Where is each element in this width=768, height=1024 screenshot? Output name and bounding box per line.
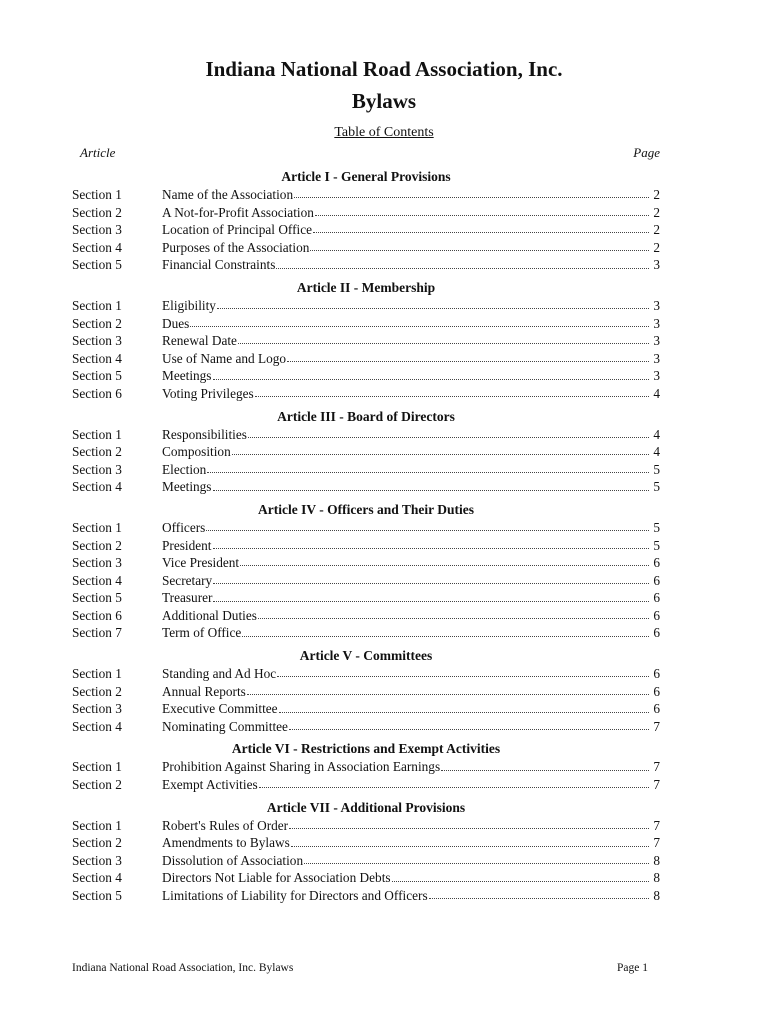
section-label: Section 3 [72,701,122,717]
section-label: Section 2 [72,315,122,331]
section-name: Use of Name and Logo [162,350,287,366]
section-name: Standing and Ad Hoc [162,666,277,682]
document-title: Indiana National Road Association, Inc. [205,57,563,81]
toc-entry [72,817,660,835]
dot-leader [240,553,649,566]
column-label-page: Page [633,145,660,160]
section-label: Section 3 [72,222,122,238]
article-heading: Article IV - Officers and Their Duties [258,501,474,517]
section-name: Renewal Date [162,333,237,349]
toc-entry [72,537,660,555]
toc-entry [72,239,660,257]
section-label: Section 2 [72,537,122,553]
page-number: 6 [653,701,660,717]
toc-entry [72,700,660,718]
section-name: Officers [162,519,206,535]
section-label: Section 2 [72,204,122,220]
page-number: 2 [653,239,660,255]
dot-leader [310,238,649,251]
section-name: Nominating Committee [162,718,288,734]
section-label: Section 4 [72,239,122,255]
section-label: Section 3 [72,333,122,349]
page-number: 6 [653,683,660,699]
section-name: Responsibilities [162,426,247,442]
toc-entry [72,443,660,461]
section-name: Financial Constraints [162,257,276,273]
dot-leader [213,478,650,491]
toc-entry [72,718,660,736]
section-name: Purposes of the Association [162,239,310,255]
dot-leader [247,682,649,695]
page-number: 2 [653,204,660,220]
page-number: 6 [653,607,660,623]
toc-entry [72,297,660,315]
toc-entry [72,776,660,794]
dot-leader [242,624,649,637]
article-heading: Article VI - Restrictions and Exempt Activities [231,741,501,757]
page-number: 7 [653,817,660,833]
document-subtitle: Bylaws [351,89,417,113]
page-number: 4 [653,426,660,442]
section-name: Vice President [162,555,240,571]
toc-entry [72,221,660,239]
toc-entry [72,478,660,496]
dot-leader [217,296,649,309]
section-label: Section 4 [72,718,122,734]
page-number: 5 [653,479,660,495]
page-number: 6 [653,555,660,571]
page-number: 3 [653,257,660,273]
section-name: Composition [162,444,231,460]
dot-leader [213,536,650,549]
page-number: 5 [653,461,660,477]
article-heading: Article III - Board of Directors [277,408,455,424]
dot-leader [213,589,649,602]
dot-leader [213,367,650,380]
toc-entry [72,554,660,572]
section-label: Section 1 [72,187,122,202]
section-label: Section 3 [72,852,122,868]
dot-leader [279,700,649,713]
toc-entry [72,683,660,701]
section-name: President [162,537,212,553]
toc-entry [72,186,660,204]
page-number: 6 [653,666,660,682]
page-number: 4 [653,444,660,460]
page-number: 5 [653,537,660,553]
page-number: 3 [653,350,660,366]
section-name: Prohibition Against Sharing in Association Earnings [162,759,441,775]
article-heading: Article V - Committees [299,648,433,664]
section-label: Section 2 [72,683,122,699]
section-name: Amendments to Bylaws [162,835,290,851]
page-number: 7 [653,759,660,775]
dot-leader [276,256,649,269]
footer-document-name: Indiana National Road Association, Inc. Bylaws [72,962,294,974]
dot-leader [289,717,649,730]
page-number: 3 [653,297,660,313]
dot-leader [289,816,649,829]
section-label: Section 4 [72,572,122,588]
dot-leader [304,851,649,864]
section-label: Section 5 [72,368,122,384]
section-label: Section 4 [72,350,122,366]
section-name: Meetings [162,368,212,384]
footer-page-number: Page 1 [617,962,648,974]
toc-entry [72,869,660,887]
page-number: 3 [653,315,660,331]
page-number: 3 [653,368,660,384]
column-label-article: Article [80,145,116,160]
page-number: 8 [653,852,660,868]
dot-leader [232,442,649,455]
section-name: Voting Privileges [162,385,254,401]
dot-leader [248,425,649,438]
section-label: Section 2 [72,835,122,851]
section-name: Meetings [162,479,212,495]
section-label: Section 4 [72,479,122,495]
page-number: 2 [653,187,660,202]
toc-entry [72,589,660,607]
dot-leader [190,314,649,327]
toc-entry [72,519,660,537]
section-label: Section 3 [72,461,122,477]
section-label: Section 1 [72,817,122,833]
page-number: 8 [653,870,660,886]
section-label: Section 1 [72,426,122,442]
toc-entry [72,204,660,222]
dot-leader [213,571,649,584]
dot-leader [238,331,649,344]
page-number: 8 [653,888,660,903]
table-of-contents [72,168,660,905]
dot-leader [429,886,649,899]
dot-leader [294,185,649,198]
page-number: 6 [653,625,660,641]
section-name: A Not-for-Profit Association [162,204,314,220]
article-heading: Article I - General Provisions [281,169,451,184]
page-number: 6 [653,590,660,606]
section-name: Term of Office [162,625,242,641]
dot-leader [255,384,649,397]
page-number: 7 [653,718,660,734]
section-name: Location of Principal Office [162,222,313,238]
section-label: Section 2 [72,777,122,793]
dot-leader [206,518,649,531]
dot-leader [207,460,649,473]
dot-leader [315,203,649,216]
toc-entry [72,256,660,274]
toc-entry [72,461,660,479]
section-name: Dissolution of Association [162,852,304,868]
dot-leader [313,220,649,233]
section-label: Section 2 [72,444,122,460]
section-name: Annual Reports [162,683,246,699]
section-name: Secretary [162,572,213,588]
section-label: Section 7 [72,625,122,641]
section-label: Section 4 [72,870,122,886]
section-label: Section 6 [72,607,122,623]
toc-entry [72,332,660,350]
section-label: Section 5 [72,257,122,273]
section-name: Limitations of Liability for Directors and Officers [162,888,428,903]
dot-leader [291,834,649,847]
dot-leader [287,349,649,362]
toc-entry [72,852,660,870]
dot-leader [441,758,649,771]
section-name: Robert's Rules of Order [162,817,289,833]
section-name: Executive Committee [162,701,278,717]
toc-entry [72,607,660,625]
section-label: Section 5 [72,888,122,903]
dot-leader [258,606,649,619]
section-label: Section 1 [72,759,122,775]
toc-entry [72,887,660,905]
dot-leader [392,869,649,882]
page-number: 2 [653,222,660,238]
section-name: Dues [162,315,190,331]
section-name: Election [162,461,207,477]
dot-leader [259,775,649,788]
toc-entry [72,834,660,852]
page-number: 3 [653,333,660,349]
section-name: Exempt Activities [162,777,258,793]
toc-entry [72,758,660,776]
section-label: Section 5 [72,590,122,606]
toc-entry [72,572,660,590]
article-heading: Article II - Membership [296,279,436,295]
page-number: 7 [653,835,660,851]
section-name: Directors Not Liable for Association Debts [162,870,391,886]
toc-entry [72,367,660,385]
toc-entry [72,624,660,642]
toc-entry [72,315,660,333]
toc-entry [72,350,660,368]
section-name: Eligibility [162,297,216,313]
page-number: 4 [653,385,660,401]
article-heading: Article VII - Additional Provisions [266,799,466,815]
toc-entry [72,426,660,444]
section-label: Section 1 [72,297,122,313]
section-name: Name of the Association [162,187,294,202]
section-name: Treasurer [162,590,213,606]
section-label: Section 6 [72,385,122,401]
page-number: 6 [653,572,660,588]
section-label: Section 3 [72,555,122,571]
section-name: Additional Duties [162,607,257,623]
section-label: Section 1 [72,666,122,682]
section-label: Section 1 [72,519,122,535]
page-number: 7 [653,777,660,793]
toc-entry [72,665,660,683]
toc-entry [72,385,660,403]
page-number: 5 [653,519,660,535]
dot-leader [277,664,649,677]
toc-heading: Table of Contents [334,125,434,140]
